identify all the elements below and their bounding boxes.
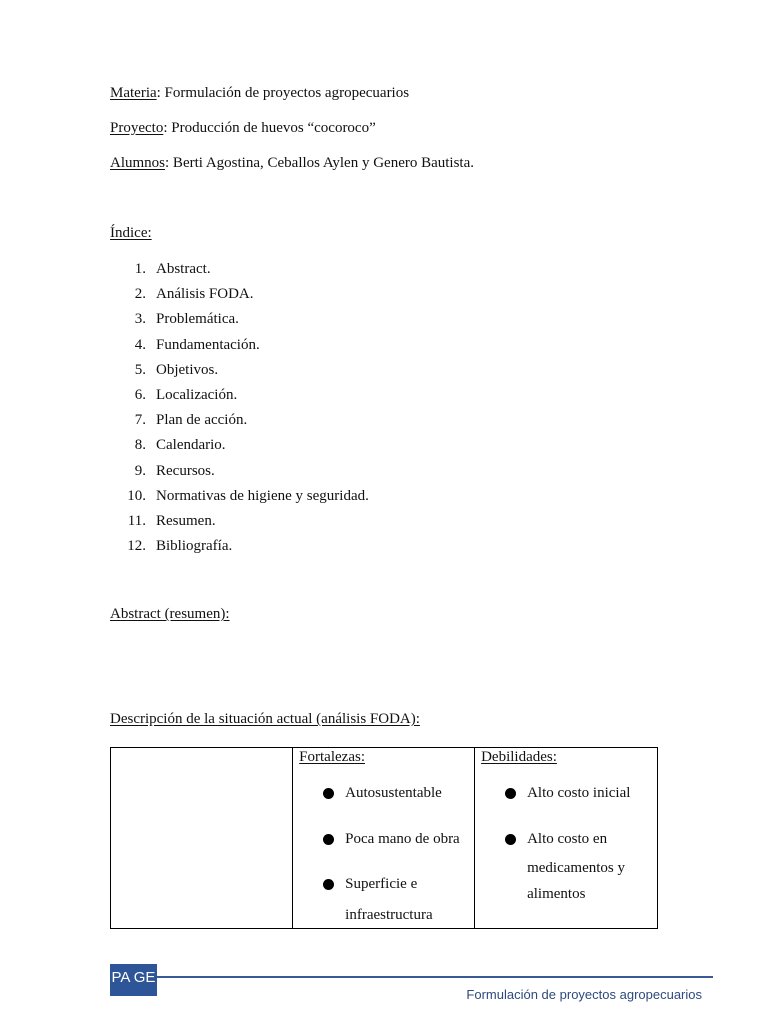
materia-label: Materia (110, 85, 157, 101)
index-text: Objetivos. (156, 361, 219, 378)
foda-title: Descripción de la situación actual (análisis FODA): (110, 711, 420, 727)
abstract-title: Abstract (resumen): (110, 606, 230, 622)
index-text: Resumen. (156, 512, 216, 529)
index-text: Recursos. (156, 462, 215, 479)
footer-title: Formulación de proyectos agropecuarios (466, 987, 702, 1002)
list-item-continuation (475, 855, 657, 881)
debilidades-title: Debilidades: (481, 749, 557, 765)
index-item (110, 385, 238, 410)
list-item-continuation (293, 902, 474, 928)
index-number: 10. (127, 487, 146, 504)
list-item-text: Alto costo inicial (527, 785, 631, 801)
index-text: Abstract. (156, 261, 211, 277)
index-number: 1. (134, 261, 146, 277)
list-item-text: infraestructura (345, 907, 433, 923)
index-title: Índice: (110, 225, 152, 241)
bullet-icon (323, 879, 334, 890)
list-item-text: Autosustentable (345, 785, 442, 801)
alumnos-value: : Berti Agostina, Ceballos Aylen y Genero Bautista. (165, 155, 475, 171)
list-item (293, 780, 474, 806)
index-item (110, 435, 226, 460)
index-number: 2. (134, 286, 146, 303)
index-item (110, 410, 248, 435)
list-item-text: medicamentos y (527, 860, 625, 876)
bullet-icon (323, 788, 334, 799)
list-item-text: alimentos (527, 886, 586, 902)
foda-empty-cell (111, 748, 293, 929)
index-item (110, 335, 260, 360)
index-item (110, 511, 216, 536)
list-item (293, 826, 474, 852)
index-number: 3. (134, 311, 146, 328)
index-text: Normativas de higiene y seguridad. (156, 487, 369, 504)
page-number-box: PA GE (110, 964, 157, 996)
index-text: Fundamentación. (156, 336, 260, 353)
debilidades-list (475, 780, 657, 907)
index-number: 4. (134, 336, 146, 353)
index-number: 11. (127, 512, 146, 529)
list-item-text: Poca mano de obra (345, 831, 460, 847)
proyecto-value: : Producción de huevos “cocoroco” (163, 120, 376, 136)
alumnos-line (110, 155, 474, 172)
list-item (475, 780, 657, 806)
index-text: Análisis FODA. (156, 286, 254, 303)
foda-table (110, 747, 658, 929)
fortalezas-title: Fortalezas: (299, 749, 365, 765)
index-number: 5. (134, 361, 146, 378)
index-item (110, 461, 215, 486)
index-number: 9. (134, 462, 146, 479)
index-text: Calendario. (156, 437, 226, 454)
materia-line (110, 85, 409, 102)
bullet-icon (323, 834, 334, 845)
index-item (110, 259, 211, 284)
index-item (110, 360, 219, 385)
bullet-icon (505, 788, 516, 799)
index-number: 8. (134, 437, 146, 454)
proyecto-label: Proyecto (110, 120, 164, 136)
list-item-text: Alto costo en (527, 831, 608, 847)
debilidades-cell (475, 748, 658, 929)
alumnos-label: Alumnos (110, 155, 166, 171)
list-item (475, 826, 657, 852)
bullet-icon (505, 834, 516, 845)
index-item (110, 284, 254, 309)
index-item (110, 536, 233, 561)
index-text: Problemática. (156, 311, 239, 328)
fortalezas-list (293, 780, 474, 928)
proyecto-line (110, 120, 376, 137)
list-item-text: Superficie e (345, 876, 418, 892)
index-text: Localización. (156, 386, 238, 403)
list-item (293, 871, 474, 897)
index-number: 7. (134, 412, 146, 429)
index-item (110, 309, 239, 334)
footer-divider (157, 976, 713, 978)
index-number: 6. (134, 386, 146, 403)
list-item-continuation (475, 881, 657, 907)
fortalezas-cell (293, 748, 475, 929)
index-item (110, 486, 369, 511)
index-list (110, 259, 369, 561)
index-number: 12. (127, 538, 146, 555)
index-text: Bibliografía. (156, 538, 233, 555)
index-text: Plan de acción. (156, 412, 248, 429)
materia-value: : Formulación de proyectos agropecuarios (156, 85, 410, 101)
